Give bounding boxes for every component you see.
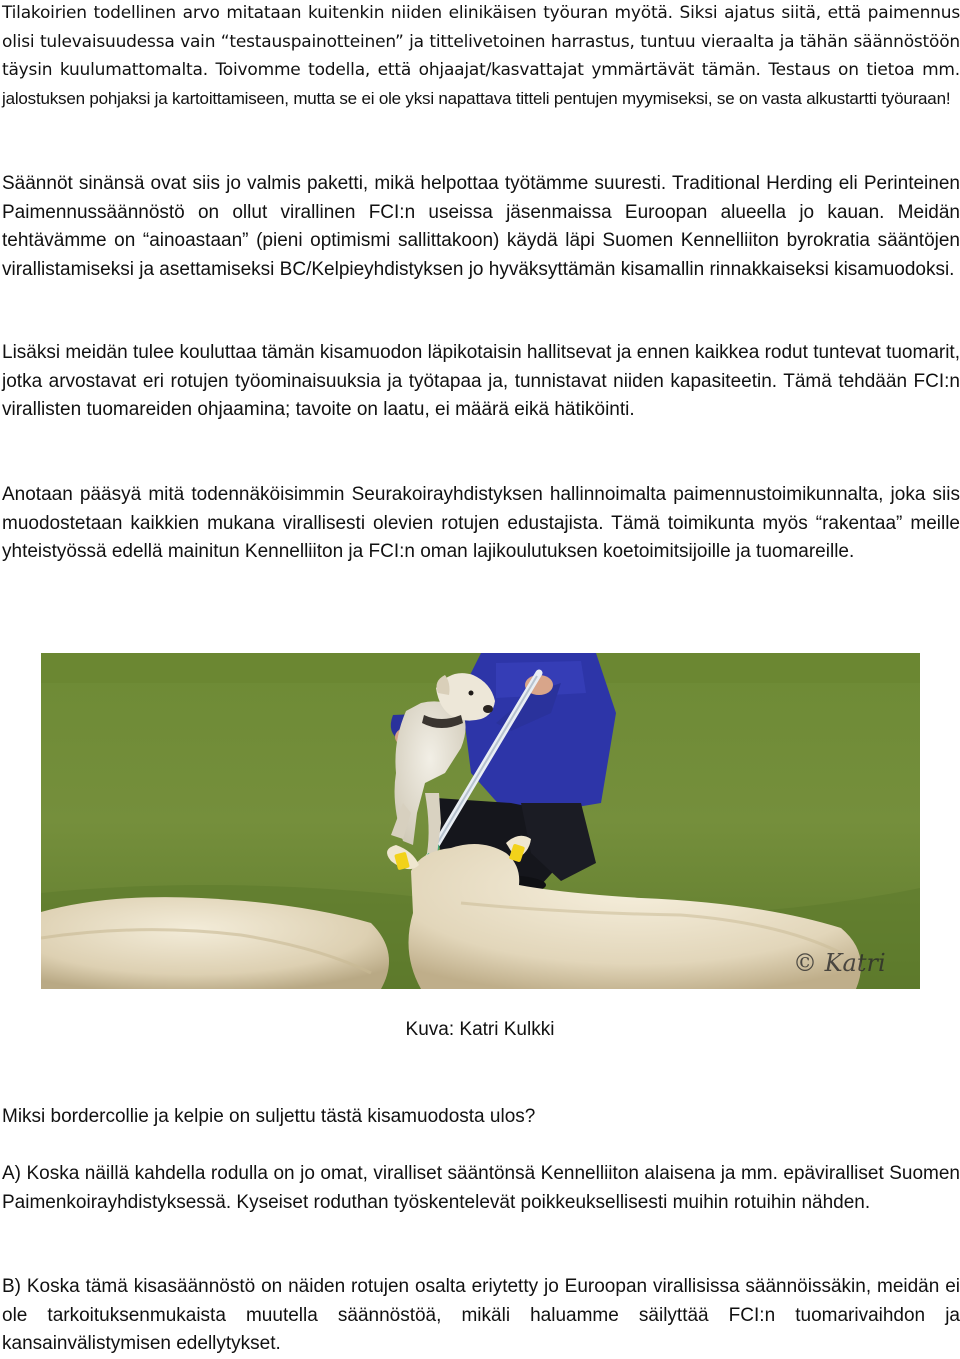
faq-answer-b: B) Koska tämä kisasäännöstö on näiden rotujen osalta eriytetty jo Euroopan virallisissa säännöissäkin, meidän ei ole tarkoituksenmukaista muutella säännöstöä, mikäli haluamme säilyttää FCI:n tuomarivaihdon ja kansainvälistymisen edellytykset. <box>2 1276 960 1354</box>
faq-question: Miksi bordercollie ja kelpie on suljettu tästä kisamuodosta ulos? <box>2 1106 536 1127</box>
photo-caption: Kuva: Katri Kulkki <box>405 1019 555 1040</box>
paragraph-rules-part-b: Traditional Herding eli Perinteinen Paimennussäännöstö on ollut virallinen FCI:n useissa jäsenmaissa Euroopan alueella jo kauan. Meidän tehtävämme on “ainoastaan” (pieni optimismi sallittakoon) käydä läpi Suomen Kennelliiton byrokratia sääntöjen virallistamiseksi ja asettamiseksi BC/Kelpieyhdistyksen jo hyväksyttämän kisamallin rinnakkaiseksi kisamuodoksi. <box>2 173 960 280</box>
paragraph-intro-part-b: jalostuksen pohjaksi ja kartoittamiseen, mutta se ei ole yksi napattava titteli pentujen myymiseksi, se on vasta alkustartti työuraan! <box>2 88 951 108</box>
herding-photo <box>41 653 920 989</box>
paragraph-rules <box>2 170 960 284</box>
paragraph-committee: Anotaan pääsyä mitä todennäköisimmin Seurakoirayhdistyksen hallinnoimalta paimennustoimikunnalta, joka siis muodostetaan kaikkien mukana virallisesti olevien rotujen edustajista. Tämä toimikunta myös “rakentaa” meille yhteistyössä edellä mainitun Kennelliiton ja FCI:n oman lajikoulutuksen koetoimitsijoille ja tuomareille. <box>2 484 960 562</box>
paragraph-intro-part-a: Tilakoirien todellinen arvo mitataan kuitenkin niiden elinikäisen työuran myötä. Siksi ajatus siitä, että paimennus olisi tulevaisuudessa vain “testauspainotteinen” ja tittelivetoinen harrastus, tuntuu vieraalta ja tähän säännöstöön täysin kuulumattomalta. Toivomme todella, että ohjaajat/kasvattajat ymmärtävät tämän. Testaus on tietoa mm. <box>2 3 960 80</box>
paragraph-intro <box>2 0 960 113</box>
faq-answer-a: A) Koska näillä kahdella rodulla on jo omat, viralliset sääntönsä Kennelliiton alaisena ja mm. epäviralliset Suomen Paimenkoirayhdistyksessä. Kyseiset roduthan työskentelevät poikkeuksellisesti muihin rotuihin nähden. <box>2 1163 960 1213</box>
paragraph-rules-part-a: Säännöt sinänsä ovat siis jo valmis paketti, mikä helpottaa työtämme suuresti. <box>2 173 667 194</box>
photo-watermark: © Katri <box>793 949 886 977</box>
paragraph-judges: Lisäksi meidän tulee kouluttaa tämän kisamuodon läpikotaisin hallitsevat ja ennen kaikkea rodut tuntevat tuomarit, jotka arvostavat eri rotujen työominaisuuksia ja työtapaa ja, tunnistavat niiden kapasiteetin. Tämä tehdään FCI:n virallisten tuomareiden ohjaamina; tavoite on laatu, ei määrä eikä hätiköinti. <box>2 342 960 420</box>
